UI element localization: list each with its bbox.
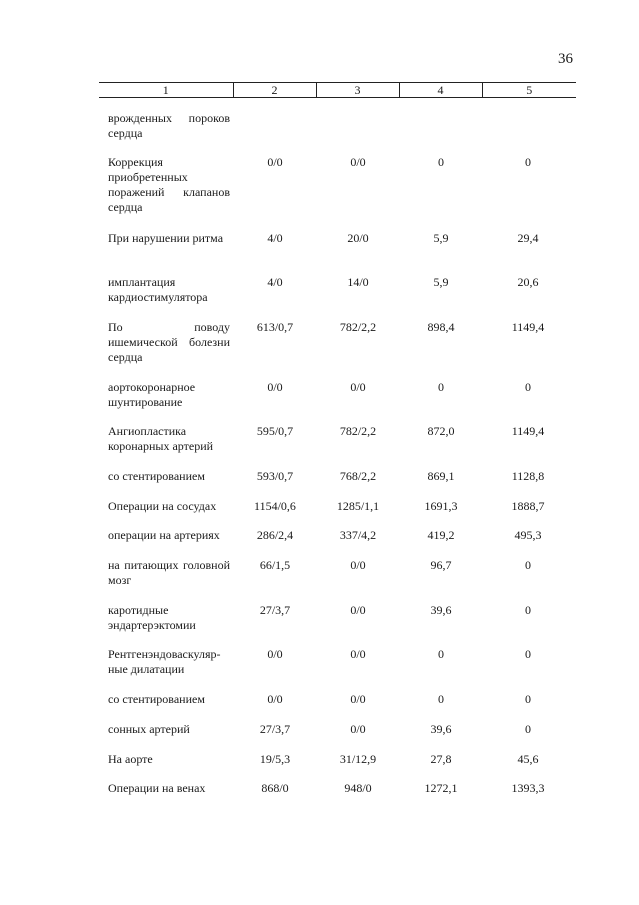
table-row <box>0 722 639 752</box>
cell-col3: 782/2,2 <box>339 424 377 438</box>
column-header-4: 4 <box>399 83 482 98</box>
row-label: аортокоронарное шунтирование <box>108 380 196 409</box>
row-label: на питающих головной мозг <box>108 558 230 587</box>
cell-col4: 419,2 <box>427 528 455 542</box>
cell-col3: 0/0 <box>350 647 366 661</box>
row-label: Ангиопластика коронарных артерий <box>108 424 214 453</box>
cell-col2: 0/0 <box>267 155 283 169</box>
cell-col5: 0 <box>525 380 531 394</box>
cell-col5: 1149,4 <box>511 424 545 438</box>
column-header-5: 5 <box>482 83 576 98</box>
cell-col2: 4/0 <box>267 275 283 289</box>
cell-col2: 595/0,7 <box>256 424 294 438</box>
cell-col3: 0/0 <box>350 155 366 169</box>
row-label: Коррекция приобретенных поражений клапанов сердца <box>108 155 230 214</box>
table-body <box>0 111 639 811</box>
cell-col4: 0 <box>438 380 444 394</box>
cell-col3: 337/4,2 <box>339 528 377 542</box>
cell-col5: 0 <box>525 155 531 169</box>
cell-col4: 0 <box>438 155 444 169</box>
cell-col5: 0 <box>525 647 531 661</box>
row-label: Операции на венах <box>108 781 206 795</box>
row-label: врожденных пороков сердца <box>108 111 230 140</box>
page-number: 36 <box>558 51 573 67</box>
cell-col4: 27,8 <box>430 752 452 766</box>
column-header-1: 1 <box>99 83 233 98</box>
table-row <box>0 781 639 811</box>
cell-col3: 948/0 <box>344 781 372 795</box>
cell-col4: 96,7 <box>430 558 452 572</box>
cell-col4: 869,1 <box>427 469 455 483</box>
cell-col2: 868/0 <box>261 781 289 795</box>
cell-col4: 5,9 <box>433 275 449 289</box>
row-label: При нарушении ритма <box>108 231 224 245</box>
table-row <box>0 380 639 424</box>
table-row <box>0 231 639 275</box>
row-label: со стентированием <box>108 692 205 706</box>
cell-col2: 27/3,7 <box>259 722 291 736</box>
cell-col2: 19/5,3 <box>259 752 291 766</box>
table-row <box>0 320 639 380</box>
cell-col5: 1128,8 <box>511 469 545 483</box>
cell-col3: 0/0 <box>350 722 366 736</box>
cell-col5: 0 <box>525 692 531 706</box>
cell-col3: 0/0 <box>350 692 366 706</box>
cell-col4: 5,9 <box>433 231 449 245</box>
cell-col2: 593/0,7 <box>256 469 294 483</box>
row-label: со стентированием <box>108 469 205 483</box>
row-label: По поводу ишемической болезни сердца <box>108 320 230 364</box>
table-row <box>0 692 639 722</box>
cell-col5: 29,4 <box>517 231 539 245</box>
cell-col5: 0 <box>525 722 531 736</box>
cell-col3: 0/0 <box>350 558 366 572</box>
cell-col2: 0/0 <box>267 692 283 706</box>
cell-col5: 1888,7 <box>511 499 545 513</box>
table-row <box>0 424 639 469</box>
column-header-row <box>99 82 576 98</box>
cell-col3: 0/0 <box>350 380 366 394</box>
cell-col5: 0 <box>525 558 531 572</box>
cell-col2: 286/2,4 <box>256 528 294 542</box>
table-row <box>0 528 639 558</box>
row-label: На аорте <box>108 752 153 766</box>
row-label: Рентгенэндоваскуляр-ные дилатации <box>108 647 221 676</box>
cell-col4: 0 <box>438 647 444 661</box>
cell-col2: 1154/0,6 <box>254 499 296 513</box>
cell-col2: 66/1,5 <box>259 558 291 572</box>
table-row <box>0 558 639 603</box>
cell-col2: 4/0 <box>267 231 283 245</box>
cell-col4: 39,6 <box>430 722 452 736</box>
cell-col3: 768/2,2 <box>339 469 377 483</box>
cell-col4: 39,6 <box>430 603 452 617</box>
row-label: имплантация кардиостимулятора <box>108 275 208 304</box>
cell-col3: 31/12,9 <box>339 752 377 766</box>
table-row <box>0 155 639 231</box>
cell-col3: 0/0 <box>350 603 366 617</box>
cell-col5: 495,3 <box>514 528 542 542</box>
cell-col2: 613/0,7 <box>256 320 294 334</box>
cell-col3: 20/0 <box>347 231 369 245</box>
table-row <box>0 469 639 499</box>
cell-col4: 1272,1 <box>424 781 458 795</box>
cell-col5: 45,6 <box>517 752 539 766</box>
table-row <box>0 603 639 647</box>
row-label: каротидные эндартерэктомии <box>108 603 196 632</box>
cell-col5: 1393,3 <box>511 781 545 795</box>
table-row <box>0 499 639 528</box>
table-row <box>0 111 639 155</box>
cell-col5: 20,6 <box>517 275 539 289</box>
cell-col3: 1285/1,1 <box>336 499 380 513</box>
cell-col4: 898,4 <box>427 320 455 334</box>
row-label: Операции на сосудах <box>108 499 217 513</box>
row-label: операции на артериях <box>108 528 220 542</box>
cell-col2: 0/0 <box>267 647 283 661</box>
cell-col2: 0/0 <box>267 380 283 394</box>
cell-col2: 27/3,7 <box>259 603 291 617</box>
table-row <box>0 275 639 320</box>
cell-col4: 0 <box>438 692 444 706</box>
column-header-3: 3 <box>316 83 399 98</box>
cell-col3: 14/0 <box>347 275 369 289</box>
cell-col5: 0 <box>525 603 531 617</box>
column-header-2: 2 <box>233 83 316 98</box>
cell-col4: 872,0 <box>427 424 455 438</box>
table-row <box>0 752 639 781</box>
cell-col4: 1691,3 <box>424 499 458 513</box>
row-label: сонных артерий <box>108 722 190 736</box>
cell-col3: 782/2,2 <box>339 320 377 334</box>
cell-col5: 1149,4 <box>511 320 545 334</box>
table-row <box>0 647 639 692</box>
